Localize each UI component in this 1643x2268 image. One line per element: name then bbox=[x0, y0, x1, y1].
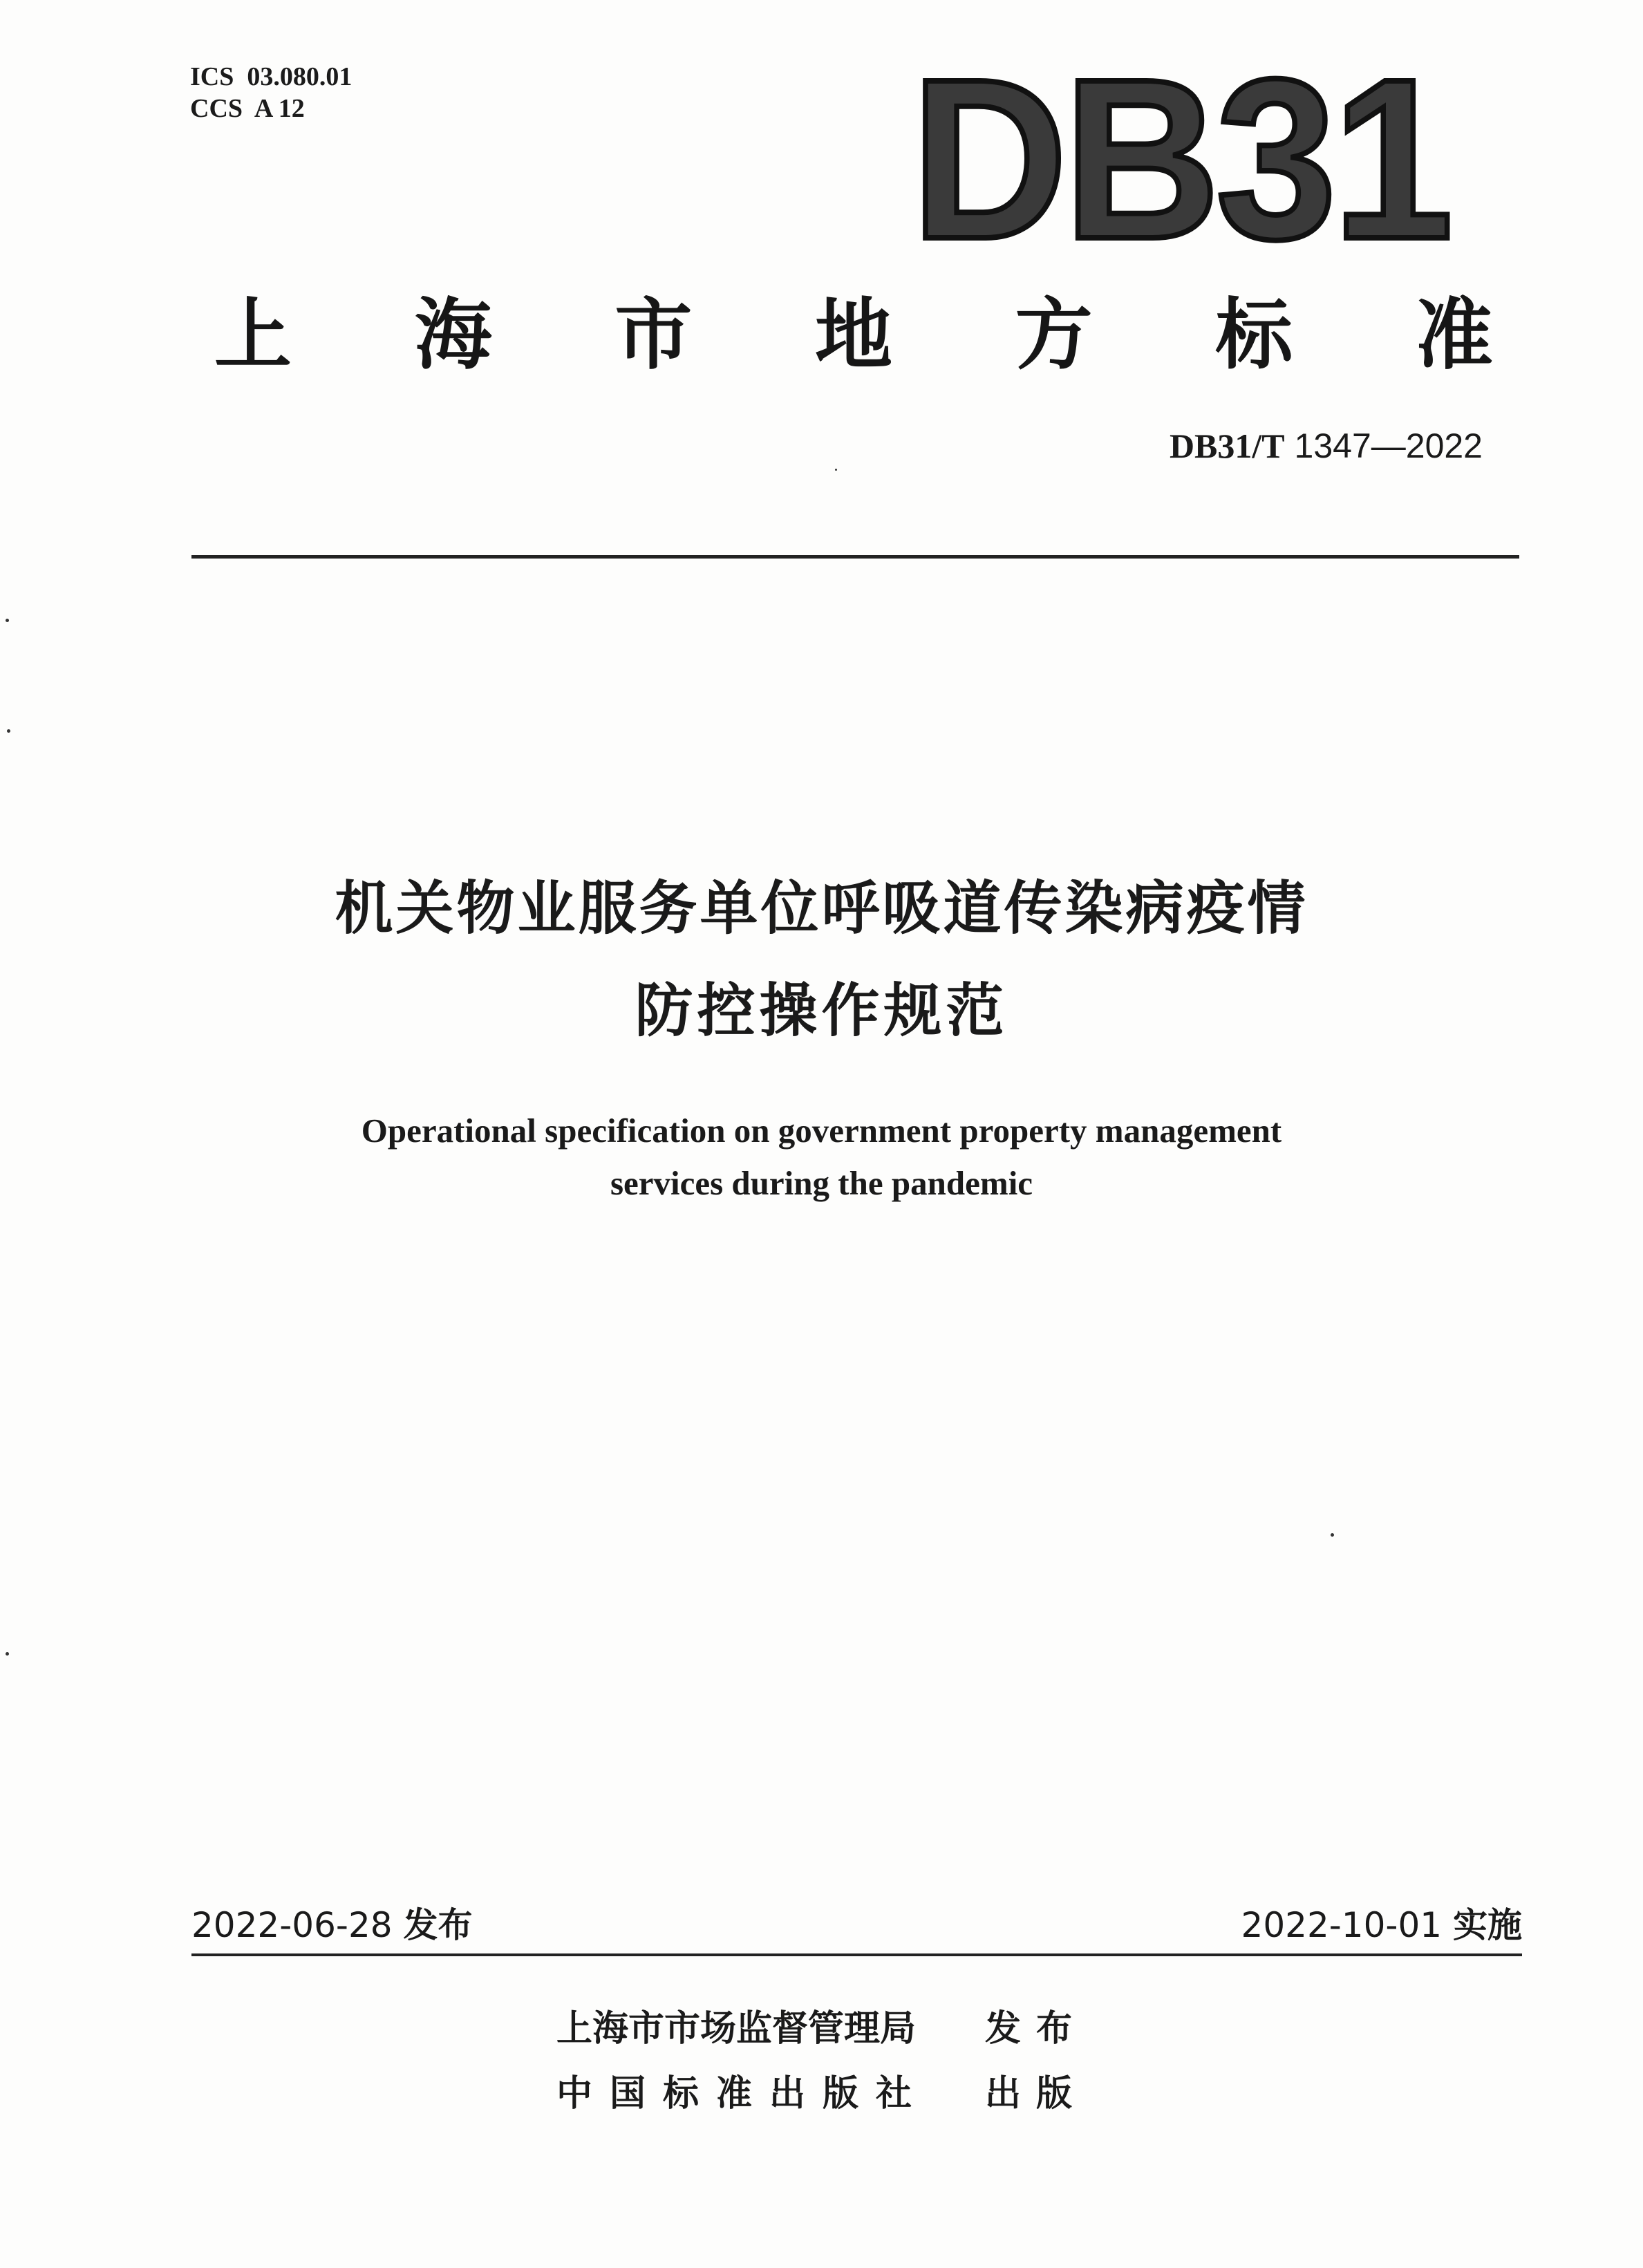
title-english bbox=[0, 1105, 1643, 1210]
db31-logo: DB31 bbox=[911, 31, 1449, 286]
publisher-org: 上海市市场监督管理局 bbox=[556, 2008, 917, 2050]
publisher-row bbox=[556, 1996, 1087, 2061]
scan-speck bbox=[7, 729, 10, 733]
standard-type-char: 市 bbox=[614, 290, 693, 380]
scan-speck bbox=[835, 469, 837, 471]
date-row bbox=[191, 1901, 1522, 1949]
implementation-date-value: 2022-10-01 bbox=[1241, 1905, 1443, 1945]
publisher-action: 出版 bbox=[985, 2073, 1088, 2115]
implementation-date bbox=[1241, 1901, 1522, 1949]
ccs-code: CCS A 12 bbox=[190, 94, 305, 123]
publisher-row bbox=[556, 2061, 1087, 2126]
standard-type-heading bbox=[214, 290, 1493, 380]
bottom-divider bbox=[191, 1953, 1522, 1956]
standard-number bbox=[1170, 425, 1483, 467]
scan-speck bbox=[6, 1652, 9, 1656]
ics-code: ICS 03.080.01 bbox=[190, 62, 353, 91]
top-divider bbox=[191, 555, 1519, 559]
issue-date bbox=[191, 1901, 472, 1949]
standard-type-char: 地 bbox=[814, 290, 892, 380]
issue-date-value: 2022-06-28 bbox=[191, 1905, 393, 1945]
title-chinese-line2: 防控操作规范 bbox=[635, 977, 1008, 1044]
classification-codes bbox=[190, 61, 352, 124]
standard-number-prefix: DB31/T bbox=[1169, 427, 1285, 465]
title-english-line1: Operational specification on government property management bbox=[361, 1112, 1282, 1150]
title-english-line2: services during the pandemic bbox=[610, 1164, 1033, 1202]
standard-type-char: 方 bbox=[1015, 290, 1093, 380]
publishers-block bbox=[556, 1996, 1087, 2126]
issue-label: 发布 bbox=[403, 1905, 473, 1945]
title-chinese-line1: 机关物业服务单位呼吸道传染病疫情 bbox=[335, 874, 1308, 942]
standard-type-char: 上 bbox=[214, 290, 292, 380]
title-chinese bbox=[0, 857, 1643, 1062]
standard-type-char: 海 bbox=[414, 290, 492, 380]
publisher-org: 中国标准出版社 bbox=[556, 2073, 930, 2115]
standard-number-value: 1347—2022 bbox=[1284, 427, 1483, 465]
standard-type-char: 准 bbox=[1415, 290, 1493, 380]
scan-speck bbox=[6, 619, 9, 622]
implementation-label: 实施 bbox=[1453, 1905, 1522, 1945]
standard-type-char: 标 bbox=[1215, 290, 1293, 380]
scan-speck bbox=[1331, 1533, 1334, 1537]
publisher-action: 发布 bbox=[985, 2008, 1088, 2050]
